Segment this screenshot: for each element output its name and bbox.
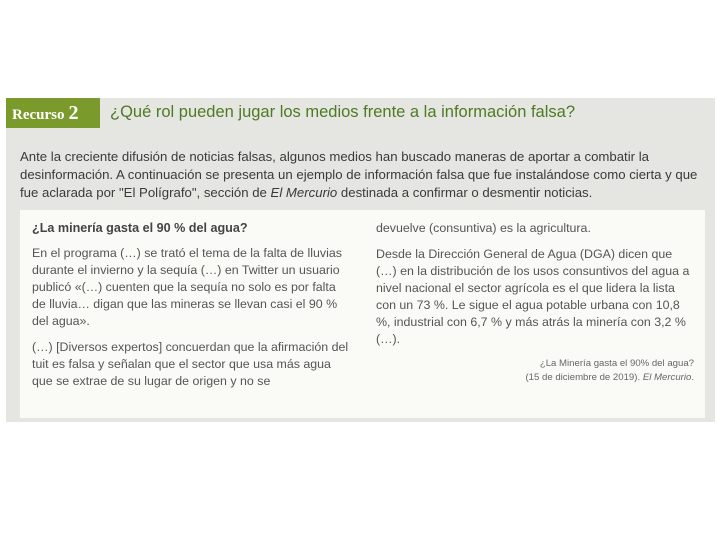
- article-paragraph: En el programa (…) se trató el tema de la falta de lluvias durante el invierno y la sequía (…) en Twitter un usuario publicó «(…) cuenten que la sequía no solo es por falta de lluvia… digan que las mineras se llevan casi el 90 % del agua».: [32, 246, 342, 328]
- article-column-left: [32, 220, 352, 399]
- resource-badge: [6, 98, 100, 128]
- article-column-right: [376, 220, 694, 385]
- citation-source: El Mercurio: [642, 372, 692, 383]
- article-citation: [376, 357, 694, 385]
- resource-heading: ¿Qué rol pueden jugar los medios frente a la información falsa?: [110, 103, 576, 121]
- intro-text-start: Ante la creciente difusión de noticias falsas, algunos medios han buscado maneras de aportar a combatir la desinformación. A continuación se presenta un ejemplo de información falsa que fue instalándose como cierta y que fue aclarada por "El Polígrafo", sección de: [20, 149, 698, 200]
- citation-date-line: [376, 371, 694, 385]
- intro-paragraph: [20, 148, 705, 202]
- intro-source: El Mercurio: [270, 185, 338, 200]
- resource-panel: [6, 98, 715, 422]
- resource-number: 2: [68, 102, 79, 124]
- article-paragraph: Desde la Dirección General de Agua (DGA) dicen que (…) en la distribución de los usos consuntivos del agua a nivel nacional el sector agrícola es el que lidera la lista con un 73 %. Le sigue el agua potable urbana con 10,8 %, industrial con 6,7 % y más atrás la minería con 3,2 % (…).: [376, 247, 690, 346]
- intro-text-end: destinada a confirmar o desmentir noticias.: [337, 185, 593, 200]
- article-title: ¿La minería gasta el 90 % del agua?: [32, 221, 248, 235]
- citation-end: .: [691, 372, 694, 383]
- article-paragraph: devuelve (consuntiva) es la agricultura.: [376, 221, 591, 235]
- article-paragraph: (…) [Diversos expertos] concuerdan que la afirmación del tuit es falsa y señalan que el sector que usa más agua que se extrae de su lugar de origen y no se: [32, 340, 349, 388]
- citation-title: ¿La Minería gasta el 90% del agua?: [539, 358, 694, 369]
- article-box: [20, 210, 705, 418]
- citation-date: (15 de diciembre de 2019).: [525, 372, 641, 383]
- resource-label: Recurso: [12, 107, 65, 123]
